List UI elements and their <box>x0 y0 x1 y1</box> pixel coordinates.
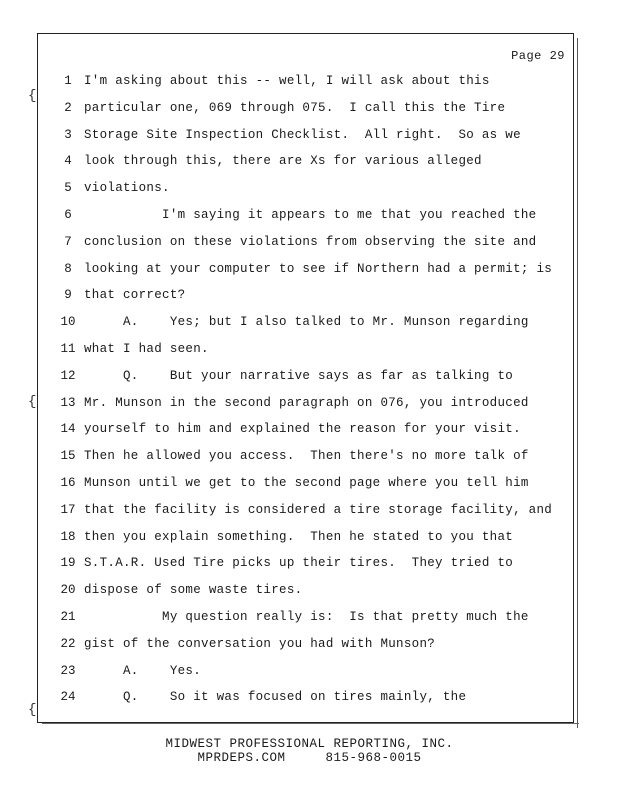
transcript-line: A. Yes; but I also talked to Mr. Munson regarding <box>84 315 529 330</box>
line-number: 18 <box>60 529 76 544</box>
line-number: 4 <box>64 154 72 169</box>
transcript-line: what I had seen. <box>84 342 209 356</box>
transcript-line: that the facility is considered a tire storage facility, and <box>84 502 553 517</box>
line-number: 21 <box>60 610 76 624</box>
transcript-line: A. Yes. <box>84 663 202 678</box>
transcript-page-frame <box>37 33 574 723</box>
line-number: 5 <box>64 181 72 196</box>
transcript-line: then you explain something. Then he stated to you that <box>84 529 514 544</box>
reporter-footer <box>0 737 619 765</box>
transcript-line: Munson until we get to the second page where you tell him <box>84 476 529 490</box>
transcript-line: dispose of some waste tires. <box>84 583 303 598</box>
transcript-line: conclusion on these violations from observing the site and <box>84 234 537 249</box>
line-number: 17 <box>60 502 76 517</box>
transcript-line: I'm asking about this -- well, I will ask about this <box>84 74 490 88</box>
margin-brace-mark: { <box>28 702 37 718</box>
reporter-contact: MPRDEPS.COM 815-968-0015 <box>197 751 422 765</box>
transcript-line: particular one, 069 through 075. I call this the Tire <box>84 100 506 115</box>
reporter-company: MIDWEST PROFESSIONAL REPORTING, INC. <box>165 737 454 751</box>
line-number: 24 <box>60 690 76 705</box>
line-number: 6 <box>64 208 72 222</box>
line-number: 3 <box>64 127 72 142</box>
line-number: 16 <box>60 476 76 490</box>
line-number: 1 <box>64 74 72 88</box>
line-number: 13 <box>60 395 76 410</box>
transcript-line: Then he allowed you access. Then there's no more talk of <box>84 449 529 464</box>
transcript-line: My question really is: Is that pretty much the <box>84 610 529 624</box>
line-number: 22 <box>60 636 76 651</box>
line-number: 10 <box>60 315 76 330</box>
line-number: 7 <box>64 234 72 249</box>
transcript-line: gist of the conversation you had with Munson? <box>84 636 436 651</box>
line-number: 14 <box>60 422 76 437</box>
line-number: 19 <box>60 556 76 571</box>
page-number: Page 29 <box>511 49 565 63</box>
line-number: 20 <box>60 583 76 598</box>
transcript-line: Q. So it was focused on tires mainly, the <box>84 690 467 705</box>
line-number: 12 <box>60 368 76 383</box>
transcript-line: I'm saying it appears to me that you reached the <box>84 208 537 222</box>
line-number: 8 <box>64 261 72 276</box>
transcript-line: look through this, there are Xs for various alleged <box>84 154 482 169</box>
margin-brace-mark: { <box>28 394 37 410</box>
transcript-line: yourself to him and explained the reason for your visit. <box>84 422 521 437</box>
line-number: 9 <box>64 288 72 303</box>
transcript-line: Storage Site Inspection Checklist. All right. So as we <box>84 127 521 142</box>
transcript-line: Mr. Munson in the second paragraph on 076, you introduced <box>84 395 529 410</box>
transcript-line: Q. But your narrative says as far as talking to <box>84 368 514 383</box>
line-number: 23 <box>60 663 76 678</box>
line-number: 11 <box>60 342 76 356</box>
line-number: 2 <box>64 100 72 115</box>
transcript-line: violations. <box>84 181 170 196</box>
margin-brace-mark: { <box>28 88 37 104</box>
bottom-rule <box>42 723 579 724</box>
line-number: 15 <box>60 449 76 464</box>
transcript-line: that correct? <box>84 288 186 303</box>
transcript-line: looking at your computer to see if Northern had a permit; is <box>84 261 553 276</box>
transcript-line: S.T.A.R. Used Tire picks up their tires. They tried to <box>84 556 514 571</box>
